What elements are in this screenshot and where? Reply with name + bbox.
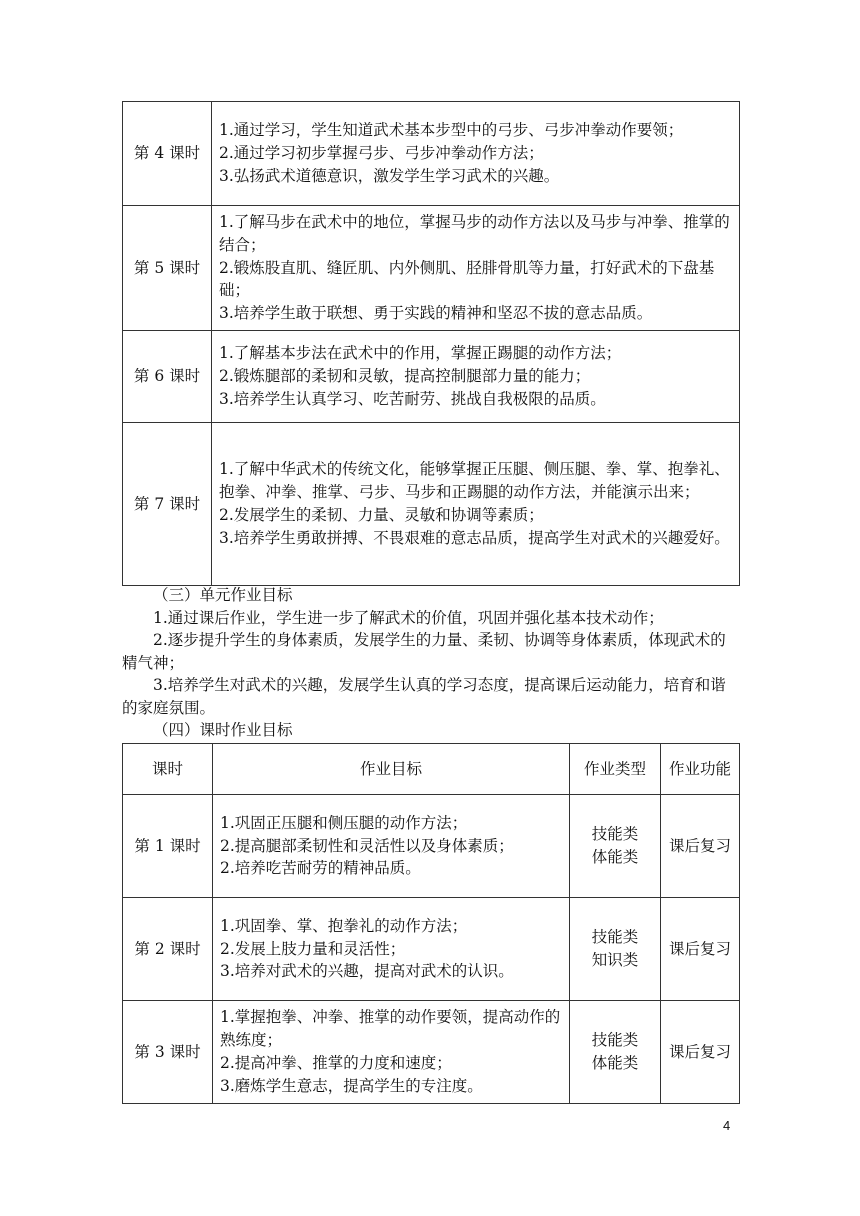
goal-cell (212, 206, 740, 331)
goal-item: 3.培养学生敢于联想、勇于实践的精神和坚忍不拔的意志品质。 (219, 304, 653, 323)
homework-type: 知识类 (591, 951, 639, 969)
goal-item: 2.发展上肢力量和灵活性； (220, 939, 406, 958)
goal-item: 3.培养学生认真学习、吃苦耐劳、挑战自我极限的品质。 (219, 389, 606, 408)
section-heading: （四）课时作业目标 (153, 721, 293, 739)
homework-type: 技能类 (591, 1031, 639, 1050)
table-row (123, 898, 740, 1001)
goal-item: 1.了解马步在武术中的地位，掌握马步的动作方法以及马步与冲拳、推掌的结合； (219, 213, 730, 254)
goal-item: 3.培养学生勇敢拼搏、不畏艰难的意志品质，提高学生对武术的兴趣爱好。 (219, 528, 730, 547)
goal-cell (213, 1001, 570, 1104)
table-row (123, 795, 740, 898)
type-cell (570, 1001, 661, 1104)
goal-item: 3.培养对武术的兴趣，提高对武术的认识。 (220, 962, 514, 981)
table-row (123, 206, 740, 331)
goal-cell (212, 331, 740, 423)
column-header: 课时 (123, 744, 213, 795)
paragraph: 1.通过课后作业，学生进一步了解武术的价值，巩固并强化基本技术动作； (153, 608, 664, 627)
table-row (123, 102, 740, 206)
goal-item: 2.提高腿部柔韧性和灵活性以及身体素质； (220, 836, 514, 855)
goal-item: 2.锻炼股直肌、缝匠肌、内外侧肌、胫腓骨肌等力量，打好武术的下盘基础； (219, 258, 715, 300)
goal-cell (213, 898, 570, 1001)
function-cell: 课后复习 (661, 1001, 740, 1104)
goal-item: 2.锻炼腿部的柔韧和灵敏，提高控制腿部力量的能力； (219, 367, 591, 386)
goal-cell (212, 423, 740, 586)
homework-type: 体能类 (591, 848, 639, 866)
goal-item: 3.弘扬武术道德意识，激发学生学习武术的兴趣。 (219, 166, 560, 185)
type-cell (570, 795, 661, 898)
goal-item: 2.通过学习初步掌握弓步、弓步冲拳动作方法； (219, 144, 544, 163)
homework-type: 技能类 (591, 928, 639, 947)
goal-item: 1.了解基本步法在武术中的作用，掌握正踢腿的动作方法； (219, 344, 622, 363)
table-row (123, 1001, 740, 1104)
table-row (123, 423, 740, 586)
paragraph: 2.逐步提升学生的身体素质，发展学生的力量、柔韧、协调等身体素质，体现武术的精气神； (122, 631, 726, 672)
column-header: 作业类型 (570, 744, 661, 795)
lesson-label: 第 7 课时 (123, 423, 212, 586)
goal-item: 1.掌握抱拳、冲拳、推掌的动作要领，提高动作的熟练度； (220, 1008, 561, 1050)
function-cell: 课后复习 (661, 795, 740, 898)
column-header: 作业功能 (661, 744, 740, 795)
lesson-label: 第 1 课时 (123, 795, 213, 898)
goal-item: 1.巩固正压腿和侧压腿的动作方法； (220, 813, 468, 832)
lesson-label: 第 5 课时 (123, 206, 212, 331)
function-cell: 课后复习 (661, 898, 740, 1001)
lesson-label: 第 4 课时 (123, 102, 212, 206)
table-header-row (123, 744, 740, 795)
goal-item: 3.磨炼学生意志，提高学生的专注度。 (220, 1076, 483, 1095)
goal-item: 2.提高冲拳、推掌的力度和速度； (220, 1054, 452, 1072)
lesson-homework-table (122, 743, 740, 1104)
lesson-label: 第 2 课时 (123, 898, 213, 1001)
homework-type: 技能类 (591, 825, 639, 844)
goal-item: 1.巩固拳、掌、抱拳礼的动作方法； (220, 916, 468, 935)
unit-homework-section (122, 584, 740, 742)
lesson-label: 第 6 课时 (123, 331, 212, 423)
goal-cell (213, 795, 570, 898)
goal-item: 2.培养吃苦耐劳的精神品质。 (220, 859, 421, 878)
lesson-label: 第 3 课时 (123, 1001, 213, 1104)
goal-item: 1.通过学习，学生知道武术基本步型中的弓步、弓步冲拳动作要领； (219, 121, 684, 140)
paragraph: 3.培养学生对武术的兴趣，发展学生认真的学习态度，提高课后运动能力，培育和谐的家庭氛围。 (122, 676, 726, 717)
page-number: 4 (723, 1118, 731, 1133)
goal-item: 2.发展学生的柔韧、力量、灵敏和协调等素质； (219, 506, 544, 524)
lesson-goals-table (122, 101, 740, 586)
table-row (123, 331, 740, 423)
homework-type: 体能类 (591, 1054, 639, 1072)
goal-cell (212, 102, 740, 206)
column-header: 作业目标 (213, 744, 570, 795)
goal-item: 1.了解中华武术的传统文化，能够掌握正压腿、侧压腿、拳、掌、抱拳礼、抱拳、冲拳、推掌、弓步、马步和正踢腿的动作方法，并能演示出来； (219, 460, 730, 502)
type-cell (570, 898, 661, 1001)
section-heading: （三）单元作业目标 (153, 586, 293, 604)
